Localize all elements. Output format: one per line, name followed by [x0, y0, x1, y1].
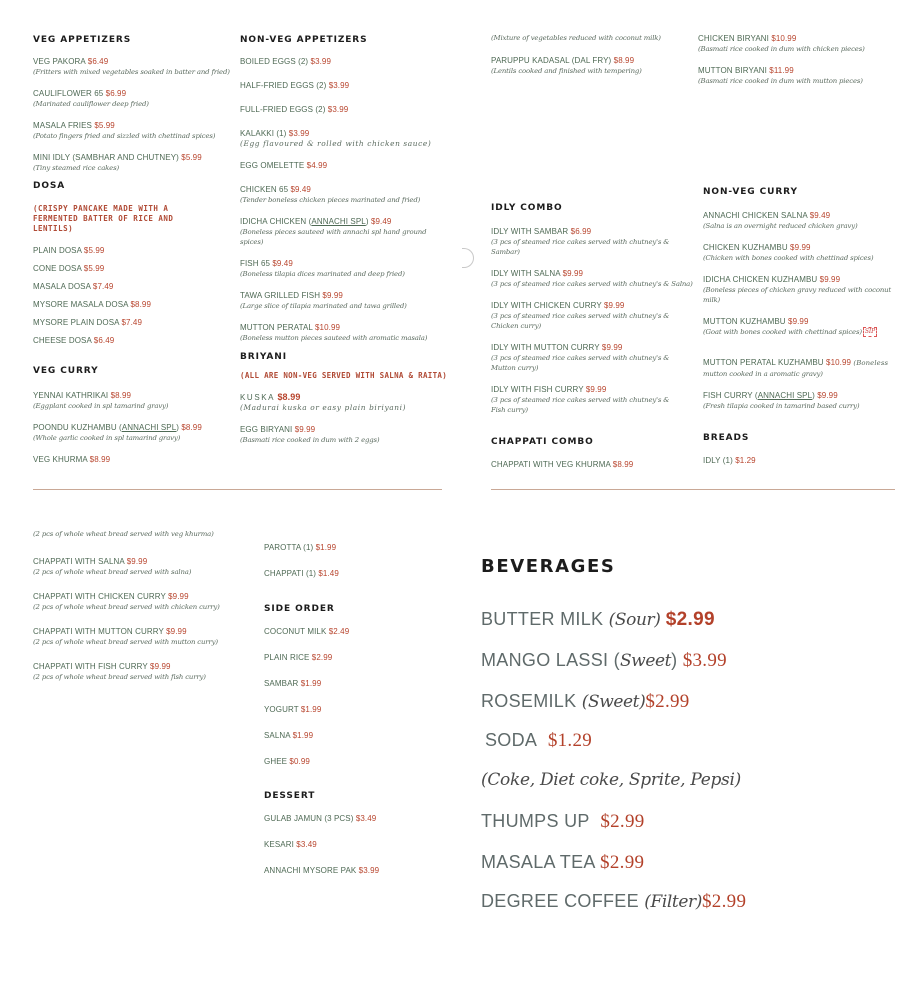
menu-column-sides	[264, 542, 464, 887]
menu-item	[264, 678, 464, 689]
item-price: $6.99	[105, 89, 127, 98]
item-price: $8.99	[181, 423, 202, 432]
item-description: (Basmati rice cooked in dum with 2 eggs)	[240, 436, 380, 444]
section-title-beverages: BEVERAGES	[481, 556, 616, 577]
item-price: $6.49	[87, 57, 109, 66]
menu-item	[33, 661, 253, 682]
menu-item	[240, 184, 445, 205]
menu-item	[703, 316, 903, 337]
item-name: MUTTON BIRYANI	[698, 66, 767, 75]
item-description: (Fresh tilapia cooked in tamarind based curry)	[703, 402, 860, 410]
item-name: POONDU KUZHAMBU (	[33, 423, 122, 432]
item-description: (Mixture of vegetables reduced with coconut milk)	[491, 34, 661, 42]
item-name: COCONUT MILK	[264, 627, 327, 636]
spell-check-marker: SIP	[864, 328, 875, 335]
section-title-breads: BREADS	[703, 433, 750, 443]
item-name: MASALA DOSA	[33, 282, 91, 291]
beverage-item	[481, 689, 690, 714]
menu-item	[491, 268, 696, 289]
item-price: $9.99	[585, 385, 607, 394]
menu-item	[703, 242, 903, 263]
item-name: CHICKEN KUZHAMBU	[703, 243, 788, 252]
item-name: YENNAI KATHRIKAI	[33, 391, 109, 400]
item-name: CHEESE DOSA	[33, 336, 92, 345]
item-price: $5.99	[83, 264, 105, 273]
item-price: $8.99	[613, 56, 635, 65]
item-price: $9.49	[370, 217, 392, 226]
item-name: BOILED EGGS (2)	[240, 57, 309, 66]
item-name: EGG BIRYANI	[240, 425, 293, 434]
item-description-text: (Goat with bones cooked with chettinad spices)	[703, 328, 862, 336]
item-price: $1.29	[735, 456, 756, 465]
item-description: (3 pcs of steamed rice cakes served with chutney's & Chicken curry)	[491, 312, 670, 330]
beverage-name-tail: )	[671, 650, 678, 670]
item-description: (Basmati rice cooked in dum with chicken pieces)	[698, 45, 865, 53]
item-name: CHAPPATI WITH CHICKEN CURRY	[33, 592, 166, 601]
item-name-tag: ANNACHI SPL	[121, 423, 177, 432]
item-price: $9.99	[601, 343, 623, 352]
item-name: FISH CURRY (	[703, 391, 758, 400]
section-title-idly-combo: IDLY COMBO	[491, 203, 563, 213]
beverage-item	[481, 809, 645, 834]
item-name: CAULIFLOWER 65	[33, 89, 104, 98]
menu-item	[240, 104, 445, 115]
menu-item	[33, 281, 233, 292]
item-name: CONE DOSA	[33, 264, 82, 273]
beverage-note: (Sweet)	[581, 692, 646, 712]
item-name: FULL-FRIED EGGS (2)	[240, 105, 326, 114]
item-name: IDLY WITH FISH CURRY	[491, 385, 584, 394]
item-price: $6.99	[570, 227, 592, 236]
menu-item	[33, 529, 253, 539]
section-title-dosa: DOSA	[33, 181, 66, 191]
item-name: PLAIN RICE	[264, 653, 310, 662]
beverage-price: $1.29	[547, 730, 593, 751]
item-description: (3 pcs of steamed rice cakes served with chutney's & Salna)	[491, 280, 693, 288]
item-description: (Marinated cauliflower deep fried)	[33, 100, 149, 108]
item-description: (2 pcs of whole wheat bread served with salna)	[33, 568, 192, 576]
item-price: $9.99	[126, 557, 148, 566]
menu-item	[33, 263, 233, 274]
menu-item	[33, 591, 253, 612]
item-name: IDLY WITH CHICKEN CURRY	[491, 301, 602, 310]
section-title-briyani: BRIYANI	[240, 352, 287, 362]
item-price: $9.99	[788, 317, 809, 326]
item-name: ANNACHI MYSORE PAK	[264, 866, 357, 875]
item-price: $3.99	[328, 81, 350, 90]
item-price: $5.99	[181, 153, 202, 162]
section-title-chappati-combo: CHAPPATI COMBO	[491, 437, 594, 447]
item-description: (Lentils cooked and finished with tempering)	[491, 67, 642, 75]
item-price: $10.99	[315, 323, 341, 332]
menu-item	[491, 300, 696, 331]
menu-item	[33, 556, 253, 577]
item-price: $3.99	[327, 105, 349, 114]
menu-item	[240, 290, 445, 311]
item-name: HALF-FRIED EGGS (2)	[240, 81, 327, 90]
beverage-name: MANGO LASSI (	[481, 650, 620, 670]
item-price: $1.99	[300, 705, 322, 714]
item-price: $9.99	[817, 391, 838, 400]
item-price: $8.99	[277, 392, 301, 402]
item-name: MYSORE MASALA DOSA	[33, 300, 129, 309]
menu-item	[240, 80, 445, 91]
menu-item	[240, 128, 445, 149]
item-name: TAWA GRILLED FISH	[240, 291, 321, 300]
menu-item	[698, 65, 898, 86]
item-description: (3 pcs of steamed rice cakes served with chutney's & Mutton curry)	[491, 354, 670, 372]
item-name: PLAIN DOSA	[33, 246, 82, 255]
menu-item	[264, 730, 464, 741]
beverage-name: MASALA TEA	[481, 852, 595, 872]
menu-item	[491, 384, 696, 415]
item-price: $9.49	[290, 185, 311, 194]
menu-item	[33, 88, 233, 109]
beverage-item	[481, 607, 715, 632]
item-description: (2 pcs of whole wheat bread served with chicken curry)	[33, 603, 220, 611]
item-price: $3.99	[288, 129, 310, 138]
menu-column-idly-combo	[491, 203, 696, 481]
item-name: MUTTON PERATAL	[240, 323, 313, 332]
item-price: $1.99	[292, 731, 314, 740]
section-title-side-order: SIDE ORDER	[264, 604, 335, 614]
item-description: (Salna is an overnight reduced chicken gravy)	[703, 222, 858, 230]
item-name: CHICKEN BIRYANI	[698, 34, 769, 43]
item-price: $9.99	[603, 301, 625, 310]
item-price: $2.99	[311, 653, 333, 662]
item-price: $10.99	[826, 358, 852, 367]
page-divider	[491, 489, 895, 490]
item-name: PAROTTA (1)	[264, 543, 314, 552]
menu-column-non-veg-curry	[703, 187, 903, 477]
item-price: $0.99	[289, 757, 310, 766]
item-description: (Madurai kuska or easy plain biriyani)	[240, 403, 407, 412]
item-name-tag: ANNACHI SPL	[311, 217, 366, 226]
menu-item	[491, 33, 696, 43]
page-divider	[33, 489, 442, 490]
beverage-item	[481, 889, 746, 914]
menu-item	[33, 626, 253, 647]
menu-item	[698, 33, 898, 54]
item-description: (Eggplant cooked in spl tamarind gravy)	[33, 402, 169, 410]
item-price: $1.49	[318, 569, 339, 578]
item-price: $8.99	[130, 300, 152, 309]
item-name: KALAKKI (1)	[240, 129, 287, 138]
item-description: (Tender boneless chicken pieces marinated and fried)	[240, 196, 421, 204]
menu-item	[703, 390, 903, 411]
item-description	[703, 327, 903, 337]
menu-column-non-veg	[240, 35, 448, 456]
section-title-non-veg-curry: NON-VEG CURRY	[703, 187, 798, 197]
item-price: $5.99	[83, 246, 105, 255]
menu-item	[703, 357, 903, 379]
item-name: ANNACHI CHICKEN SALNA	[703, 211, 808, 220]
section-title-dessert: DESSERT	[264, 791, 316, 801]
item-name: FISH 65	[240, 259, 271, 268]
menu-item	[491, 55, 696, 76]
item-name: MYSORE PLAIN DOSA	[33, 318, 120, 327]
menu-item	[240, 392, 445, 413]
menu-column-chappati	[33, 529, 253, 693]
item-name: MASALA FRIES	[33, 121, 92, 130]
beverage-note: Sweet	[619, 651, 672, 671]
menu-item	[264, 568, 464, 579]
beverage-name: BUTTER MILK	[481, 609, 609, 629]
menu-item	[264, 839, 464, 850]
beverage-price: $2.99	[600, 852, 645, 873]
item-name: SAMBAR	[264, 679, 299, 688]
menu-item	[264, 865, 464, 876]
item-description: (Chicken with bones cooked with chettinad spices)	[703, 254, 874, 262]
item-price: $3.49	[355, 814, 377, 823]
item-name: CHAPPATI WITH MUTTON CURRY	[33, 627, 164, 636]
item-price: $9.99	[150, 662, 171, 671]
section-title-veg-curry: VEG CURRY	[33, 366, 99, 376]
section-note-briyani: (ALL ARE NON-VEG SERVED WITH SALNA & RAITA)	[240, 371, 448, 380]
item-price: $10.99	[771, 34, 797, 43]
item-price: $7.49	[92, 282, 114, 291]
item-name: KUSKA	[240, 393, 276, 402]
item-price: $1.99	[300, 679, 322, 688]
item-name: YOGURT	[264, 705, 299, 714]
menu-column-veg	[33, 35, 233, 476]
item-name: PARUPPU KADASAL (DAL FRY)	[491, 56, 612, 65]
item-name: IDLY WITH SALNA	[491, 269, 561, 278]
menu-item	[240, 160, 445, 171]
item-name: VEG KHURMA	[33, 455, 88, 464]
menu-item	[703, 455, 903, 466]
item-description: (Fritters with mixed vegetables soaked in batter and fried)	[33, 68, 230, 76]
beverage-note: (Coke, Diet coke, Sprite, Pepsi)	[481, 770, 741, 790]
item-name: IDLY WITH MUTTON CURRY	[491, 343, 600, 352]
item-description: (Boneless tilapia dices marinated and deep fried)	[240, 270, 405, 278]
item-name: CHAPPATI WITH SALNA	[33, 557, 125, 566]
beverage-note: (Filter)	[644, 892, 702, 912]
beverage-price: $2.99	[665, 609, 715, 630]
item-name: VEG PAKORA	[33, 57, 86, 66]
item-name: EGG OMELETTE	[240, 161, 305, 170]
menu-item	[240, 216, 445, 247]
item-price: $9.99	[790, 243, 811, 252]
item-name: KESARI	[264, 840, 294, 849]
item-description: (2 pcs of whole wheat bread served with veg khurma)	[33, 530, 214, 538]
menu-item	[703, 210, 903, 231]
menu-item	[264, 652, 464, 663]
beverage-price: $2.99	[702, 891, 747, 912]
item-price: $9.99	[294, 425, 316, 434]
item-description: mutton cooked in a aromatic gravy)	[703, 370, 823, 378]
item-description: (2 pcs of whole wheat bread served with fish curry)	[33, 673, 206, 681]
item-name: IDICHA CHICKEN KUZHAMBU	[703, 275, 818, 284]
item-name-tail: )	[365, 217, 369, 226]
item-name: CHAPPATI WITH FISH CURRY	[33, 662, 148, 671]
item-description: (Boneless pieces of chicken gravy reduced with coconut milk)	[703, 286, 892, 304]
beverage-item	[481, 648, 727, 673]
item-name-tail: )	[812, 391, 815, 400]
menu-item	[33, 245, 233, 256]
item-name: MUTTON KUZHAMBU	[703, 317, 786, 326]
beverage-name: THUMPS UP	[481, 811, 590, 831]
item-description: (Potato fingers fried and sizzled with chettinad spices)	[33, 132, 216, 140]
menu-column-biryani	[698, 33, 898, 97]
item-price: $3.99	[310, 57, 332, 66]
item-price: $3.99	[358, 866, 380, 875]
item-price: $4.99	[306, 161, 328, 170]
item-description: (Large slice of tilapia marinated and tawa grilled)	[240, 302, 407, 310]
item-name-tail: )	[176, 423, 180, 432]
section-note-dosa: (CRISPY PANCAKE MADE WITH A FERMENTED BATTER OF RICE AND LENTILS)	[33, 204, 174, 233]
item-description: (Tiny steamed rice cakes)	[33, 164, 120, 172]
item-description: (2 pcs of whole wheat bread served with mutton curry)	[33, 638, 218, 646]
menu-column-combos	[491, 33, 696, 87]
menu-item	[491, 459, 696, 470]
item-description: (3 pcs of steamed rice cakes served with chutney's & Sambar)	[491, 238, 670, 256]
menu-item	[33, 120, 233, 141]
item-price: $11.99	[769, 66, 794, 75]
item-name: MINI IDLY (SAMBHAR AND CHUTNEY)	[33, 153, 179, 162]
item-name: MUTTON PERATAL KUZHAMBU	[703, 358, 824, 367]
item-name: GULAB JAMUN (3 PCS)	[264, 814, 354, 823]
item-name-tag: ANNACHI SPL	[757, 391, 813, 400]
item-price: $9.99	[819, 275, 841, 284]
beverage-price: $2.99	[645, 691, 690, 712]
item-name: GHEE	[264, 757, 288, 766]
item-price: $7.49	[121, 318, 143, 327]
item-name: IDLY (1)	[703, 456, 733, 465]
menu-item	[33, 335, 233, 346]
item-price: $2.49	[328, 627, 350, 636]
menu-item	[33, 299, 233, 310]
item-description: (Basmati rice cooked in dum with mutton pieces)	[698, 77, 863, 85]
section-title-veg-appetizers: VEG APPETIZERS	[33, 35, 132, 45]
item-description: (Egg flavoured & rolled with chicken sauce)	[240, 139, 432, 148]
beverage-name: DEGREE COFFEE	[481, 891, 645, 911]
menu-item	[240, 56, 445, 67]
item-price: $8.99	[89, 455, 111, 464]
item-price: $9.99	[168, 592, 189, 601]
item-price: $9.99	[562, 269, 584, 278]
item-price: $6.49	[93, 336, 115, 345]
menu-item	[33, 152, 233, 173]
beverage-price: $3.99	[682, 650, 727, 671]
beverage-note: (Sour)	[608, 610, 661, 630]
menu-item	[264, 813, 464, 824]
item-price: $8.99	[110, 391, 132, 400]
menu-item	[33, 317, 233, 328]
menu-item	[264, 542, 464, 553]
menu-item	[240, 322, 445, 343]
menu-item	[240, 424, 445, 445]
beverage-item	[485, 728, 592, 753]
menu-item	[33, 454, 233, 465]
item-price: $3.49	[296, 840, 317, 849]
item-description: (3 pcs of steamed rice cakes served with chutney's & Fish curry)	[491, 396, 670, 414]
item-price: $5.99	[94, 121, 115, 130]
item-price: $1.99	[315, 543, 337, 552]
menu-item	[33, 422, 233, 443]
menu-item	[491, 226, 696, 257]
item-price: $9.99	[322, 291, 343, 300]
menu-item	[33, 56, 233, 77]
item-description: (Boneless mutton pieces sauteed with aromatic masala)	[240, 334, 428, 342]
item-price: $8.99	[612, 460, 634, 469]
menu-item	[703, 274, 903, 305]
item-price: $9.99	[166, 627, 187, 636]
item-price: $9.49	[809, 211, 831, 220]
beverage-name: SODA	[485, 730, 538, 750]
beverage-name: ROSEMILK	[481, 691, 582, 711]
menu-item	[240, 258, 445, 279]
menu-item	[264, 756, 464, 767]
menu-item	[33, 390, 233, 411]
item-name: IDICHA CHICKEN (	[240, 217, 312, 226]
item-name: CHAPPATI (1)	[264, 569, 317, 578]
item-description: (Boneless pieces sauteed with annachi spl hand ground spices)	[240, 228, 427, 246]
menu-item	[264, 626, 464, 637]
item-name: CHAPPATI WITH VEG KHURMA	[491, 460, 611, 469]
item-name: IDLY WITH SAMBAR	[491, 227, 569, 236]
beverage-price: $2.99	[600, 811, 645, 832]
menu-item	[264, 704, 464, 715]
item-description-inline: (Boneless	[853, 359, 889, 367]
page-fold-marker	[462, 248, 474, 268]
section-title-non-veg-appetizers: NON-VEG APPETIZERS	[240, 35, 368, 45]
item-name: CHICKEN 65	[240, 185, 289, 194]
item-description: (Whole garlic cooked in spl tamarind gravy)	[33, 434, 181, 442]
menu-item	[491, 342, 696, 373]
item-name: SALNA	[264, 731, 291, 740]
item-price: $9.49	[272, 259, 293, 268]
beverage-item	[481, 850, 644, 875]
